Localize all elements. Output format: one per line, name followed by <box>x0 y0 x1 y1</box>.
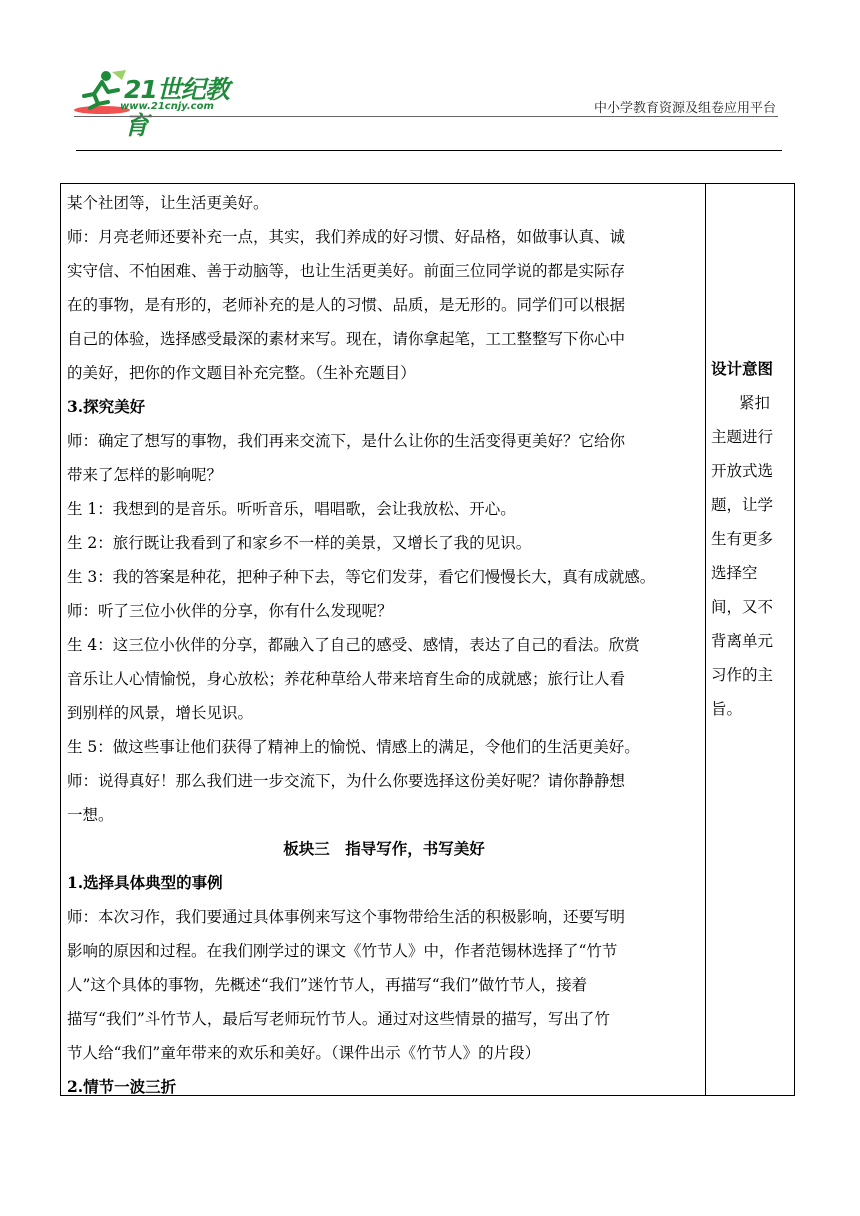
content-line: 师：确定了想写的事物，我们再来交流下，是什么让你的生活变得更美好？它给你 <box>67 432 626 450</box>
intent-line: 生有更多 <box>711 530 774 548</box>
content-line: 生 5：做这些事让他们获得了精神上的愉悦、情感上的满足，令他们的生活更美好。 <box>67 738 640 756</box>
content-line: 的美好，把你的作文题目补充完整。（生补充题目） <box>67 364 416 382</box>
content-line: 到别样的风景，增长见识。 <box>67 704 254 722</box>
content-line: 师：听了三位小伙伴的分享，你有什么发现呢？ <box>67 602 393 620</box>
content-line: 节人给“我们”童年带来的欢乐和美好。（课件出示《竹节人》的片段） <box>67 1044 541 1062</box>
content-line: 一想。 <box>67 806 114 824</box>
content-line: 在的事物，是有形的，老师补充的是人的习惯、品质，是无形的。同学们可以根据 <box>67 296 626 314</box>
intent-line: 主题进行 <box>711 428 774 446</box>
content-line: 影响的原因和过程。在我们刚学过的课文《竹节人》中，作者范锡林选择了“竹节 <box>67 942 618 960</box>
content-line: 生 1：我想到的是音乐。听听音乐，唱唱歌，会让我放松、开心。 <box>67 500 516 518</box>
intent-line: 习作的主 <box>711 666 774 684</box>
content-line: 生 4：这三位小伙伴的分享，都融入了自己的感受、感情，表达了自己的看法。欣赏 <box>67 636 640 654</box>
intent-line: 间，又不 <box>711 598 774 616</box>
content-line: 带来了怎样的影响呢？ <box>67 466 223 484</box>
logo-text: 21世纪教育 <box>124 75 229 140</box>
logo-url: www.21cnjy.com <box>120 101 214 112</box>
design-intent <box>711 352 791 726</box>
platform-name: 中小学教育资源及组卷应用平台 <box>593 101 776 116</box>
content-line: 生 2：旅行既让我看到了和家乡不一样的美景，又增长了我的见识。 <box>67 534 532 552</box>
lesson-content <box>67 186 701 1104</box>
column-divider <box>705 184 706 1095</box>
design-intent-title: 设计意图 <box>711 359 774 378</box>
section-heading: 3.探究美好 <box>67 397 146 416</box>
page-header <box>0 0 860 160</box>
content-line: 自己的体验，选择感受最深的素材来写。现在，请你拿起笔，工工整整写下你心中 <box>67 330 626 348</box>
section-heading: 2.情节一波三折 <box>67 1077 177 1096</box>
content-line: 生 3：我的答案是种花，把种子种下去，等它们发芽，看它们慢慢长大，真有成就感。 <box>67 568 656 586</box>
content-line: 师：本次习作，我们要通过具体事例来写这个事物带给生活的积极影响，还要写明 <box>67 908 626 926</box>
intent-line: 紧扣 <box>739 394 771 412</box>
content-line: 实守信、不怕困难、善于动脑等，也让生活更美好。前面三位同学说的都是实际存 <box>67 262 626 280</box>
intent-line: 题，让学 <box>711 496 774 514</box>
content-line: 某个社团等，让生活更美好。 <box>67 194 269 212</box>
section-heading: 1.选择具体典型的事例 <box>67 873 223 892</box>
content-line: 音乐让人心情愉悦，身心放松；养花种草给人带来培育生命的成就感；旅行让人看 <box>67 670 626 688</box>
block-heading: 板块三 指导写作，书写美好 <box>283 839 485 858</box>
header-divider <box>74 116 778 117</box>
intent-line: 旨。 <box>711 700 743 718</box>
intent-line: 选择空 <box>711 564 758 582</box>
logo <box>72 68 252 140</box>
intent-line: 开放式选 <box>711 462 774 480</box>
header-rule <box>76 150 782 151</box>
content-line: 描写“我们”斗竹节人，最后写老师玩竹节人。通过对这些情景的描写，写出了竹 <box>67 1010 610 1028</box>
content-line: 师：说得真好！那么我们进一步交流下，为什么你要选择这份美好呢？请你静静想 <box>67 772 626 790</box>
content-line: 人”这个具体的事物，先概述“我们”迷竹节人，再描写“我们”做竹节人，接着 <box>67 976 588 994</box>
lesson-table <box>60 183 795 1096</box>
content-line: 师：月亮老师还要补充一点，其实，我们养成的好习惯、好品格，如做事认真、诚 <box>67 228 626 246</box>
intent-line: 背离单元 <box>711 632 774 650</box>
